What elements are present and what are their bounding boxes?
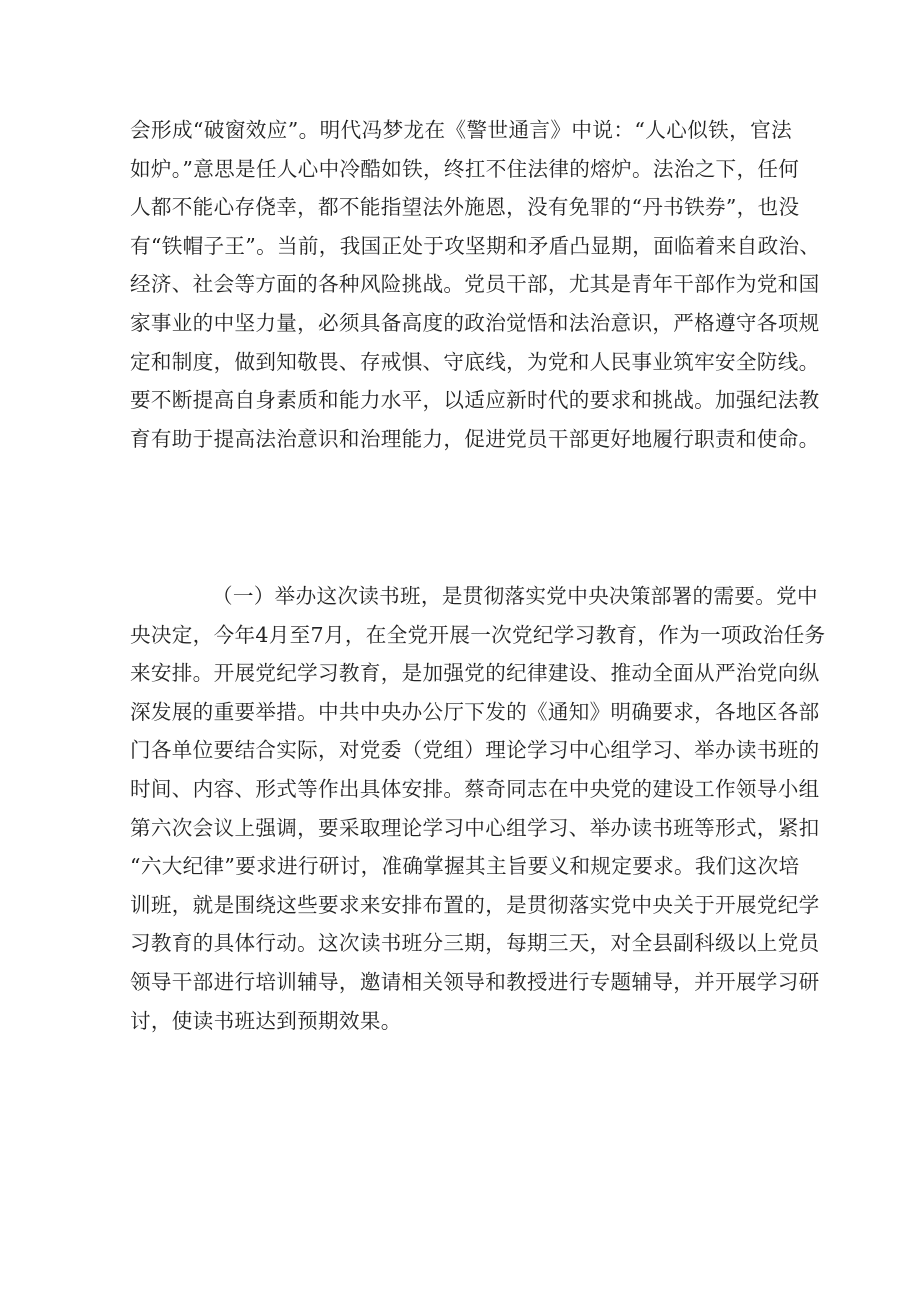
text-line: 讨，使读书班达到预期效果。 [130,1008,402,1033]
text-line: （一）举办这次读书班，是贯彻落实党中央决策部署的需要。党中 [212,584,818,608]
text-line: 家事业的中坚力量，必须具备高度的政治觉悟和法治意识，严格遵守各项规 [130,310,820,335]
text-line: 央决定，今年4月至7月，在全党开展一次党纪学习教育，作为一项政治任务 [130,622,826,647]
text-line: 经济、社会等方面的各种风险挑战。党员干部，尤其是青年干部作为党和国 [130,272,820,297]
text-line: 定和制度，做到知敬畏、存戒惧、守底线，为党和人民事业筑牢安全防线。 [130,349,820,374]
text-line: 要不断提高自身素质和能力水平，以适应新时代的要求和挑战。加强纪法教 [130,388,820,413]
text-line: 门各单位要结合实际，对党委（党组）理论学习中心组学习、举办读书班的 [130,738,820,763]
text-line: 训班，就是围绕这些要求来安排布置的，是贯彻落实党中央关于开展党纪学 [130,892,820,917]
text-line: 来安排。开展党纪学习教育，是加强党的纪律建设、推动全面从严治党向纵 [130,661,820,686]
text-line: 人都不能心存侥幸，都不能指望法外施恩，没有免罪的“丹书铁券”，也没 [130,195,800,220]
text-line: 育有助于提高法治意识和治理能力，促进党员干部更好地履行职责和使命。 [130,426,820,451]
text-line: 习教育的具体行动。这次读书班分三期，每期三天，对全县副科级以上党员 [130,931,820,956]
text-line: “六大纪律”要求进行研讨，准确掌握其主旨要义和规定要求。我们这次培 [130,854,800,879]
text-line: 深发展的重要举措。中共中央办公厅下发的《通知》明确要求，各地区各部 [130,699,820,724]
text-line: 会形成“破窗效应”。明代冯梦龙在《警世通言》中说：“人心似铁，官法 [130,118,792,142]
text-line: 有“铁帽子王”。当前，我国正处于攻坚期和矛盾凸显期，面临着来自政治、 [130,233,821,258]
text-line: 时间、内容、形式等作出具体安排。蔡奇同志在中央党的建设工作领导小组 [130,776,820,801]
paragraph-reading-class [130,577,826,1040]
text-line: 如炉。”意思是任人心中冷酷如铁，终扛不住法律的熔炉。法治之下，任何 [130,156,800,181]
text-line: 第六次会议上强调，要采取理论学习中心组学习、举办读书班等形式，紧扣 [130,815,820,840]
text-line: 领导干部进行培训辅导，邀请相关领导和教授进行专题辅导，并开展学习研 [130,969,820,994]
paragraph-rule-of-law [130,111,821,458]
